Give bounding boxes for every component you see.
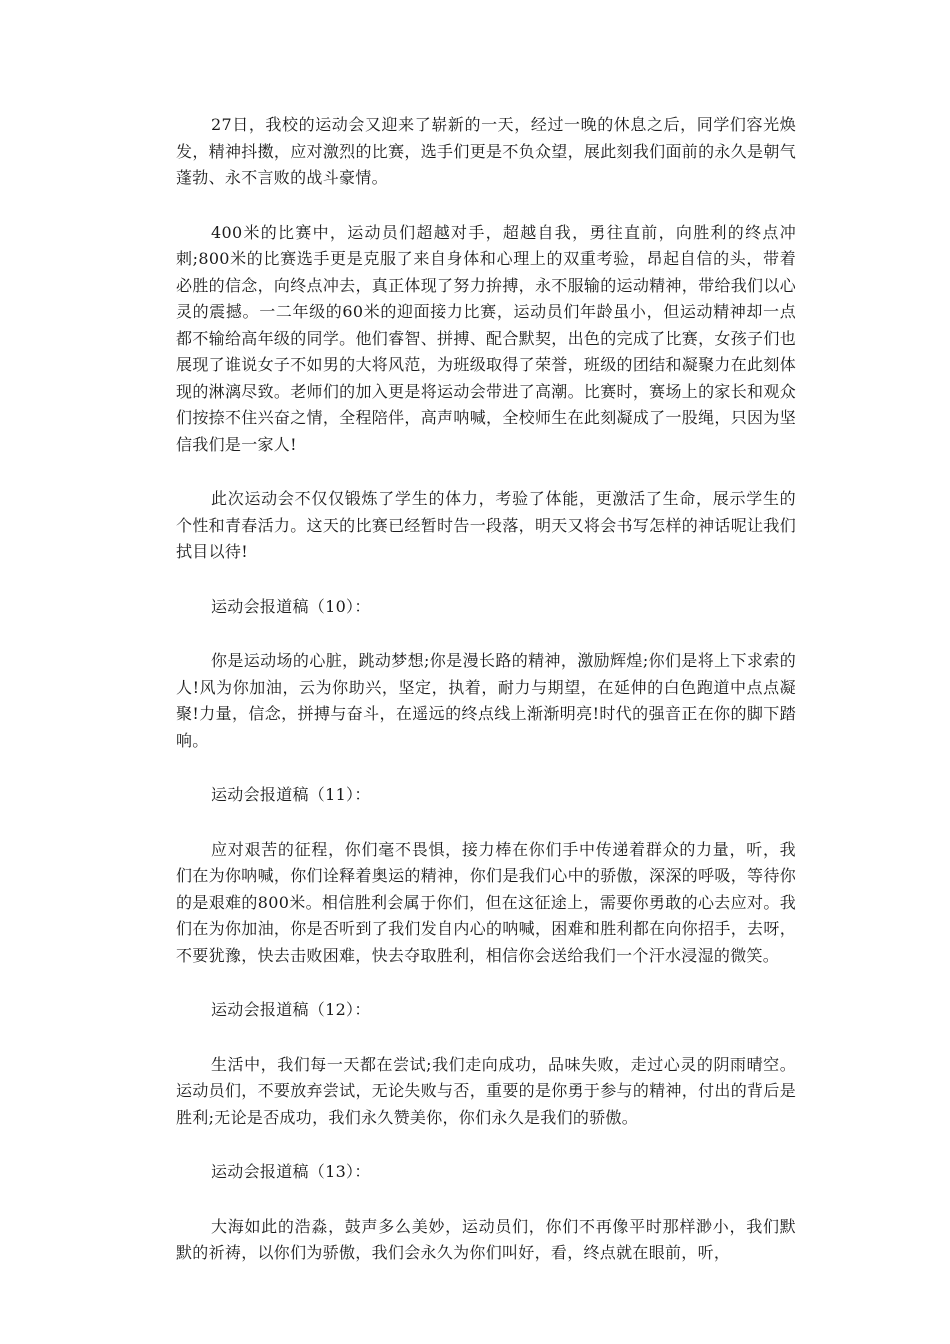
document-body (176, 112, 796, 1295)
paragraph: 27日，我校的运动会又迎来了崭新的一天，经过一晚的休息之后，同学们容光焕发，精神抖擞，应对激烈的比赛，选手们更是不负众望，展此刻我们面前的永久是朝气蓬勃、永不言败的战斗豪情。 (176, 115, 796, 187)
section-heading: 运动会报道稿（11）： (211, 785, 371, 804)
paragraph: 此次运动会不仅仅锻炼了学生的体力，考验了体能，更激活了生命，展示学生的个性和青春活力。这天的比赛已经暂时告一段落，明天又将会书写怎样的神话呢让我们拭目以待! (176, 489, 796, 561)
paragraph: 你是运动场的心脏，跳动梦想;你是漫长路的精神，激励辉煌;你们是将上下求索的人!风为你加油，云为你助兴，坚定，执着，耐力与期望，在延伸的白色跑道中点点凝聚!力量，信念，拼搏与奋斗，在遥远的终点线上渐渐明亮!时代的强音正在你的脚下踏响。 (176, 651, 796, 750)
section-heading: 运动会报道稿（12）： (211, 1000, 371, 1019)
paragraph: 400米的比赛中，运动员们超越对手，超越自我，勇往直前，向胜利的终点冲刺;800米的比赛选手更是克服了来自身体和心理上的双重考验，昂起自信的头，带着必胜的信念，向终点冲去，真正体现了努力拚搏，永不服输的运动精神，带给我们以心灵的震撼。一二年级的60米的迎面接力比赛，运动员们年龄虽小，但运动精神却一点都不输给高年级的同学。他们睿智、拼搏、配合默契，出色的完成了比赛，女孩子们也展现了谁说女子不如男的大将风范，为班级取得了荣誉，班级的团结和凝聚力在此刻体现的淋漓尽致。老师们的加入更是将运动会带进了高潮。比赛时，赛场上的家长和观众们按捺不住兴奋之情，全程陪伴，高声呐喊，全校师生在此刻凝成了一股绳，只因为坚信我们是一家人! (176, 222, 796, 454)
paragraph: 生活中，我们每一天都在尝试;我们走向成功，品味失败，走过心灵的阴雨晴空。运动员们，不要放弃尝试，无论失败与否，重要的是你勇于参与的精神，付出的背后是胜利;无论是否成功，我们永久赞美你，你们永久是我们的骄傲。 (176, 1054, 796, 1127)
paragraph: 大海如此的浩淼，鼓声多么美妙，运动员们，你们不再像平时那样渺小，我们默默的祈祷，以你们为骄傲，我们会永久为你们叫好，看，终点就在眼前，听， (176, 1216, 796, 1262)
paragraph: 应对艰苦的征程，你们毫不畏惧，接力棒在你们手中传递着群众的力量，听，我们在为你呐喊，你们诠释着奥运的精神，你们是我们心中的骄傲，深深的呼吸，等待你的是艰难的800米。相信胜利会属于你们，但在这征途上，需要你勇敢的心去应对。我们在为你加油，你是否听到了我们发自内心的呐喊，困难和胜利都在向你招手，去呀，不要犹豫，快去击败困难，快去夺取胜利，相信你会送给我们一个汗水浸湿的微笑。 (176, 839, 796, 965)
section-heading: 运动会报道稿（13）： (211, 1162, 371, 1181)
section-heading: 运动会报道稿（10）： (211, 596, 371, 616)
